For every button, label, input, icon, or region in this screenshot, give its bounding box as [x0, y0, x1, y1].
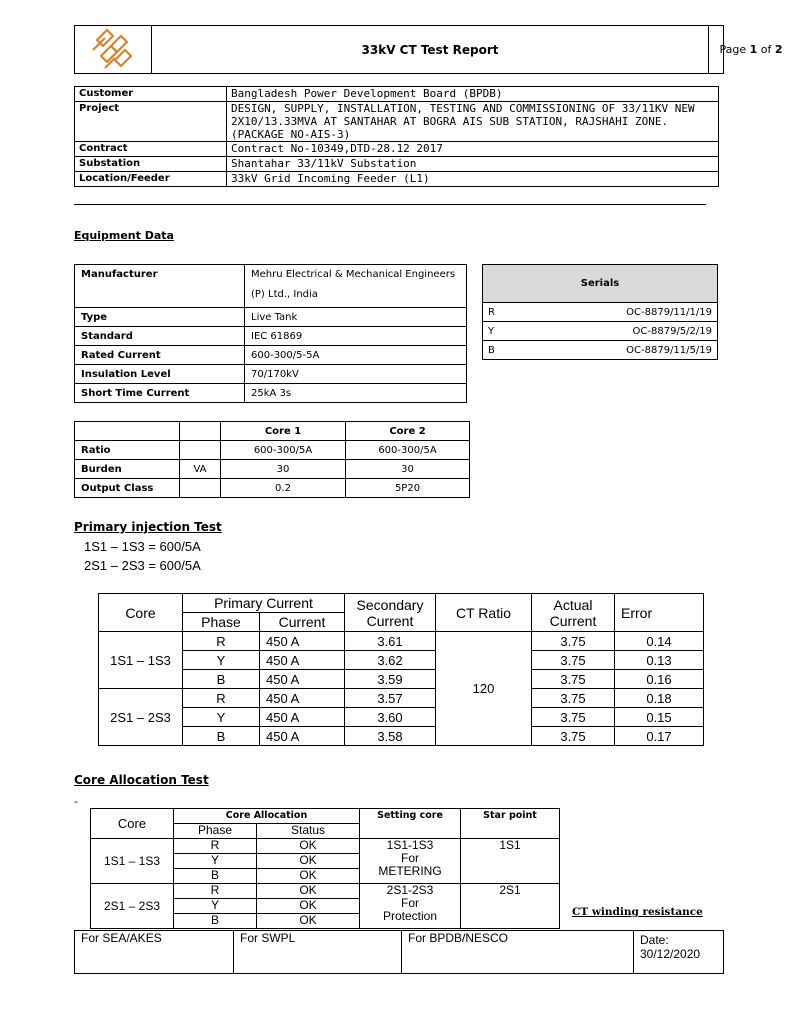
- core-cell: 2S1 – 2S3: [99, 689, 183, 746]
- empty-cell: [75, 422, 180, 441]
- core-row-label: Burden: [75, 460, 180, 479]
- serial-phase: Y: [483, 322, 508, 341]
- ratio-equation-2: 2S1 – 2S3 = 600/5A: [84, 558, 201, 573]
- primary-injection-heading: Primary injection Test: [74, 520, 222, 534]
- serial-value: OC-8879/11/5/19: [507, 341, 718, 360]
- error-cell: 0.16: [615, 670, 704, 689]
- equipment-label: Type: [75, 308, 245, 327]
- info-value: 33kV Grid Incoming Feeder (L1): [227, 172, 719, 187]
- core-row: [75, 460, 470, 479]
- core-allocation-table: [90, 808, 560, 929]
- error-cell: 0.13: [615, 651, 704, 670]
- alloc-header-row: [91, 809, 560, 824]
- equipment-label: Insulation Level: [75, 365, 245, 384]
- current-cell: 450 A: [260, 727, 345, 746]
- col-core: Core: [91, 809, 174, 839]
- serial-value: OC-8879/5/2/19: [507, 322, 718, 341]
- core2-value: 600-300/5A: [346, 441, 470, 460]
- info-label: Substation: [75, 157, 227, 172]
- core-row-unit: [180, 441, 221, 460]
- equipment-row: [75, 327, 467, 346]
- info-row: [75, 87, 719, 102]
- info-value: DESIGN, SUPPLY, INSTALLATION, TESTING AND COMMISSIONING OF 33/11KV NEW 2X10/13.33MVA AT SANTAHAR AT BOGRA AIS SUB STATION, RAJSHAHI ZONE. (PACKAGE NO-AIS-3): [227, 102, 719, 142]
- info-label: Contract: [75, 142, 227, 157]
- injection-row: [99, 689, 704, 708]
- col-secondary-line2: Current: [366, 612, 414, 629]
- error-cell: 0.15: [615, 708, 704, 727]
- info-row: [75, 157, 719, 172]
- core-cell: 2S1 – 2S3: [91, 884, 174, 929]
- phase-cell: R: [183, 689, 260, 708]
- actual-cell: 3.75: [532, 689, 615, 708]
- equipment-heading: Equipment Data: [74, 229, 174, 242]
- current-cell: 450 A: [260, 651, 345, 670]
- secondary-cell: 3.58: [345, 727, 436, 746]
- error-cell: 0.17: [615, 727, 704, 746]
- core-cell: 1S1 – 1S3: [99, 632, 183, 689]
- equipment-row: [75, 365, 467, 384]
- col-actual-line2: Current: [549, 612, 597, 629]
- equipment-value: 600-300/5-5A: [245, 346, 467, 365]
- project-info-table: [74, 86, 719, 187]
- section-divider: [74, 204, 706, 205]
- serial-phase: R: [483, 303, 508, 322]
- star-cell: 2S1: [461, 884, 560, 929]
- equipment-label: Rated Current: [75, 346, 245, 365]
- primary-injection-table: [98, 593, 704, 746]
- page-of: of: [760, 43, 772, 56]
- empty-cell: [180, 422, 221, 441]
- equipment-row: [75, 265, 467, 308]
- core1-value: 30: [221, 460, 346, 479]
- equipment-value: IEC 61869: [245, 327, 467, 346]
- date-value: 30/12/2020: [640, 947, 701, 961]
- col-secondary: [345, 594, 436, 632]
- logo-mark-icon: [75, 26, 151, 73]
- date-label: Date:: [640, 933, 669, 947]
- core-ratings-table: [74, 421, 470, 498]
- col-actual-line1: Actual: [553, 596, 593, 613]
- setting-line: Protection: [382, 909, 438, 923]
- current-cell: 450 A: [260, 689, 345, 708]
- secondary-cell: 3.60: [345, 708, 436, 727]
- equipment-label: Short Time Current: [75, 384, 245, 403]
- col-current: Current: [260, 613, 345, 632]
- setting-line: For: [401, 896, 419, 910]
- equipment-row: [75, 384, 467, 403]
- equipment-row: [75, 308, 467, 327]
- col-error: Error: [615, 594, 704, 632]
- col-core: Core: [99, 594, 183, 632]
- core2-heading: Core 2: [346, 422, 470, 441]
- col-phase: Phase: [174, 824, 257, 839]
- sign-swpl-label: For SWPL: [240, 931, 296, 945]
- error-cell: 0.18: [615, 689, 704, 708]
- serial-phase: B: [483, 341, 508, 360]
- info-value: Bangladesh Power Development Board (BPDB): [227, 87, 719, 102]
- report-header: [74, 25, 783, 74]
- signature-footer: [74, 930, 724, 974]
- phase-cell: B: [174, 914, 257, 929]
- serial-value: OC-8879/11/1/19: [507, 303, 718, 322]
- col-phase: Phase: [183, 613, 260, 632]
- actual-cell: 3.75: [532, 651, 615, 670]
- serial-row: [483, 322, 718, 341]
- col-star-point: Star point: [461, 809, 560, 839]
- ct-ratio-cell: 120: [436, 632, 532, 746]
- status-cell: OK: [257, 914, 360, 929]
- injection-row: [99, 670, 704, 689]
- report-title: 33kV CT Test Report: [152, 26, 709, 73]
- info-row: [75, 172, 719, 187]
- equipment-value: 25kA 3s: [245, 384, 467, 403]
- info-label: Location/Feeder: [75, 172, 227, 187]
- page-indicator: [709, 26, 793, 73]
- injection-row: [99, 632, 704, 651]
- phase-cell: Y: [183, 651, 260, 670]
- info-value: Shantahar 33/11kV Substation: [227, 157, 719, 172]
- col-secondary-line1: Secondary: [356, 596, 424, 613]
- core-row: [75, 441, 470, 460]
- injection-row: [99, 708, 704, 727]
- info-row: [75, 102, 719, 142]
- core-header-row: [75, 422, 470, 441]
- sign-bpdb-cell: [402, 931, 634, 973]
- core-row-unit: VA: [180, 460, 221, 479]
- phase-cell: R: [183, 632, 260, 651]
- equipment-row: [75, 346, 467, 365]
- status-cell: OK: [257, 839, 360, 854]
- status-cell: OK: [257, 899, 360, 914]
- setting-line: For: [401, 851, 419, 865]
- secondary-cell: 3.59: [345, 670, 436, 689]
- core-row-unit: [180, 479, 221, 498]
- col-setting-core: Setting core: [360, 809, 461, 839]
- info-value: Contract No-10349,DTD-28.12 2017: [227, 142, 719, 157]
- sign-sea-label: For SEA/AKES: [81, 931, 162, 945]
- injection-header-row: [99, 594, 704, 613]
- secondary-cell: 3.61: [345, 632, 436, 651]
- equipment-label: Manufacturer: [75, 265, 245, 308]
- status-cell: OK: [257, 854, 360, 869]
- core-allocation-heading: Core Allocation Test: [74, 773, 209, 787]
- actual-cell: 3.75: [532, 632, 615, 651]
- current-cell: 450 A: [260, 670, 345, 689]
- core2-value: 5P20: [346, 479, 470, 498]
- setting-line: 1S1-1S3: [386, 838, 434, 852]
- info-label: Customer: [75, 87, 227, 102]
- equipment-value: Mehru Electrical & Mechanical Engineers (P) Ltd., India: [245, 265, 467, 308]
- dash-mark: -: [74, 795, 78, 808]
- injection-row: [99, 651, 704, 670]
- star-cell: 1S1: [461, 839, 560, 884]
- setting-line: METERING: [378, 864, 442, 878]
- error-cell: 0.14: [615, 632, 704, 651]
- col-allocation: Core Allocation: [174, 809, 360, 824]
- serials-heading: Serials: [483, 265, 718, 303]
- phase-cell: R: [174, 839, 257, 854]
- current-cell: 450 A: [260, 708, 345, 727]
- info-label: Project: [75, 102, 227, 142]
- setting-cell: [360, 839, 461, 884]
- company-logo: [75, 26, 152, 73]
- page-total: 2: [774, 43, 783, 56]
- core1-value: 0.2: [221, 479, 346, 498]
- ratio-equation-1: 1S1 – 1S3 = 600/5A: [84, 539, 201, 554]
- phase-cell: Y: [183, 708, 260, 727]
- core2-value: 30: [346, 460, 470, 479]
- setting-line: 2S1-2S3: [386, 883, 434, 897]
- col-status: Status: [257, 824, 360, 839]
- phase-cell: B: [183, 670, 260, 689]
- setting-cell: [360, 884, 461, 929]
- core-cell: 1S1 – 1S3: [91, 839, 174, 884]
- col-primary-current: Primary Current: [183, 594, 345, 613]
- date-cell: [634, 931, 721, 973]
- serials-table: [482, 264, 718, 360]
- equipment-label: Standard: [75, 327, 245, 346]
- sign-sea-cell: [75, 931, 234, 973]
- core1-value: 600-300/5A: [221, 441, 346, 460]
- actual-cell: 3.75: [532, 670, 615, 689]
- alloc-row: [91, 839, 560, 854]
- sign-bpdb-label: For BPDB/NESCO: [408, 931, 509, 945]
- core1-heading: Core 1: [221, 422, 346, 441]
- winding-resistance-heading: CT winding resistance: [572, 906, 703, 918]
- col-ct-ratio: CT Ratio: [436, 594, 532, 632]
- equipment-value: 70/170kV: [245, 365, 467, 384]
- info-row: [75, 142, 719, 157]
- status-cell: OK: [257, 869, 360, 884]
- status-cell: OK: [257, 884, 360, 899]
- secondary-cell: 3.57: [345, 689, 436, 708]
- current-cell: 450 A: [260, 632, 345, 651]
- equipment-table: [74, 264, 467, 403]
- phase-cell: B: [174, 869, 257, 884]
- core-row: [75, 479, 470, 498]
- serials-header-row: [483, 265, 718, 303]
- page-current: 1: [749, 43, 758, 56]
- core-row-label: Ratio: [75, 441, 180, 460]
- serial-row: [483, 303, 718, 322]
- actual-cell: 3.75: [532, 727, 615, 746]
- page-prefix: Page: [719, 43, 747, 56]
- phase-cell: R: [174, 884, 257, 899]
- phase-cell: Y: [174, 854, 257, 869]
- phase-cell: Y: [174, 899, 257, 914]
- equipment-value: Live Tank: [245, 308, 467, 327]
- injection-row: [99, 727, 704, 746]
- col-actual: [532, 594, 615, 632]
- sign-swpl-cell: [234, 931, 402, 973]
- phase-cell: B: [183, 727, 260, 746]
- actual-cell: 3.75: [532, 708, 615, 727]
- serial-row: [483, 341, 718, 360]
- secondary-cell: 3.62: [345, 651, 436, 670]
- core-row-label: Output Class: [75, 479, 180, 498]
- alloc-row: [91, 884, 560, 899]
